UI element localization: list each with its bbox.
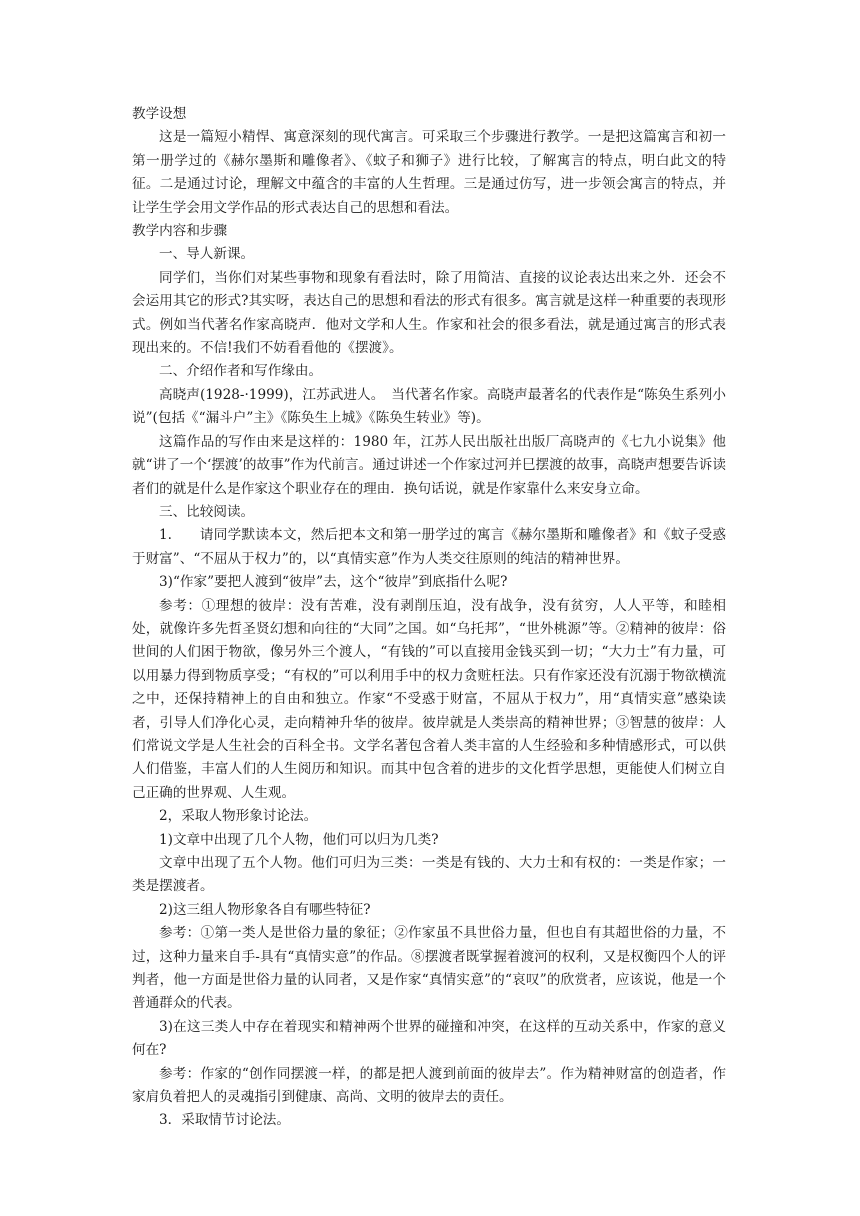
section-heading-teaching-idea: 教学设想 — [132, 106, 187, 122]
step-heading-author: 二、介绍作者和写作缘由。 — [159, 363, 323, 380]
answer-characters-traits: 参考：①第一类人是世俗力量的象征；②作家虽不具世俗力量，但也自有其超世俗的力量，不过，这种力量来自手-具有“真情实意”的作品。⑧摆渡者既掌握着渡河的权利，又是权衡四个人的评判者，他一方面是世俗力量的认同者，又是作家“真情实意”的“哀叹”的欣赏者，应该说，他是一个普通群众的代表。 — [132, 925, 726, 1012]
section-heading-content-steps: 教学内容和步骤 — [132, 223, 228, 240]
answer-other-shore: 参考：①理想的彼岸：没有苦难，没有剥削压迫，没有战争，没有贫穷，人人平等，和睦相处，就像许多先哲圣贤幻想和向往的“大同”之国。如“乌托邦”，“世外桃源”等。②精神的彼岸：俗世间的人们困于物欲，像另外三个渡人，“有钱的”可以直接用金钱买到一切；“大力士”有力量，可以用暴力得到物质享受；“有权的”可以利用手中的权力贪赃枉法。只有作家还没有沉溺于物欲横流之中，还保持精神上的自由和独立。作家“不受惑于财富，不屈从于权力”，用“真情实意”感染读者，引导人们净化心灵，走向精神升华的彼岸。彼岸就是人类崇高的精神世界；③智慧的彼岸：人们常说文学是人生社会的百科全书。文学名著包含着人类丰富的人生经验和多种情感形式，可以供人们借鉴，丰富人们的人生阅历和知识。而其中包含着的进步的文化哲学思想，更能使人们树立自己正确的世界观、人生观。 — [132, 597, 726, 801]
paragraph-teaching-idea: 这是一篇短小精悍、寓意深刻的现代寓言。可采取三个步骤进行教学。一是把这篇寓言和初一第一册学过的《赫尔墨斯和雕像者》、《蚊子和狮子》进行比较，了解寓言的特点，明白此文的特征。二是通过讨论，理解文中蕴含的丰富的人生哲理。三是通过仿写，进一步领会寓言的特点，并让学生学会用文学作品的形式表达自己的思想和看法。 — [132, 129, 726, 216]
question-characters-traits: 2)这三组人物形象各自有哪些特征? — [159, 901, 371, 918]
document-page — [132, 103, 726, 1133]
paragraph-compare-task: 1. 请同学默读本文，然后把本文和第一册学过的寓言《赫尔墨斯和雕像者》和《蚊子受惑于财富”、“不屈从于权力”的，以“真情实意”作为人类交往原则的纯洁的精神世界。 — [132, 527, 726, 567]
step-heading-compare: 三、比较阅读。 — [159, 503, 255, 520]
paragraph-intro: 同学们，当你们对某些事物和现象有看法时，除了用简洁、直接的议论表达出来之外．还会不会运用其它的形式?其实呀，表达自己的思想和看法的形式有很多。寓言就是这样一种重要的表现形式。例如当代著名作家高晓声．他对文学和人生。作家和社会的很多看法，就是通过寓言的形式表现出来的。不信!我们不妨看看他的《摆渡》。 — [132, 269, 726, 357]
paragraph-writing-origin: 这篇作品的写作由来是这样的：1980 年，江苏人民出版社出版厂高晓声的《七九小说集》他就“讲了一个‘摆渡’的故事”作为代前言。通过讲述一个作家过河并巳摆渡的故事，高晓声想要告诉读者们的就是什么是作家这个职业存在的理由．换句话说，就是作家靠什么来安身立命。 — [132, 433, 726, 497]
method-heading-characters: 2，采取人物形象讨论法。 — [159, 808, 318, 825]
paragraph-author-bio: 高晓声(1928-·1999)，江苏武进人。 当代著名作家。高晓声最著名的代表作是“陈奂生系列小说”(包括《“漏斗户”主》《陈奂生上城》《陈奂生转业》等)。 — [132, 386, 726, 427]
question-characters-count: 1)文章中出现了几个人物，他们可以归为几类? — [159, 831, 439, 848]
method-heading-plot: 3．采取情节讨论法。 — [159, 1112, 290, 1129]
question-writer-meaning: 3)在这三类人中存在着现实和精神两个世界的碰撞和冲突，在这样的互动关系中，作家的意义何在? — [132, 1018, 726, 1059]
step-heading-intro: 一、导人新课。 — [159, 246, 255, 263]
question-other-shore: 3)“作家”要把人渡到“彼岸”去，这个“彼岸”到底指什么呢? — [159, 574, 508, 591]
answer-writer-meaning: 参考：作家的“创作同摆渡一样，的都是把人渡到前面的彼岸去”。作为精神财富的创造者，作家肩负着把人的灵魂指引到健康、高尚、文明的彼岸去的责任。 — [132, 1065, 726, 1106]
answer-characters-count: 文章中出现了五个人物。他们可归为三类：一类是有钱的、大力士和有权的：一类是作家；一类是摆渡者。 — [132, 855, 726, 895]
